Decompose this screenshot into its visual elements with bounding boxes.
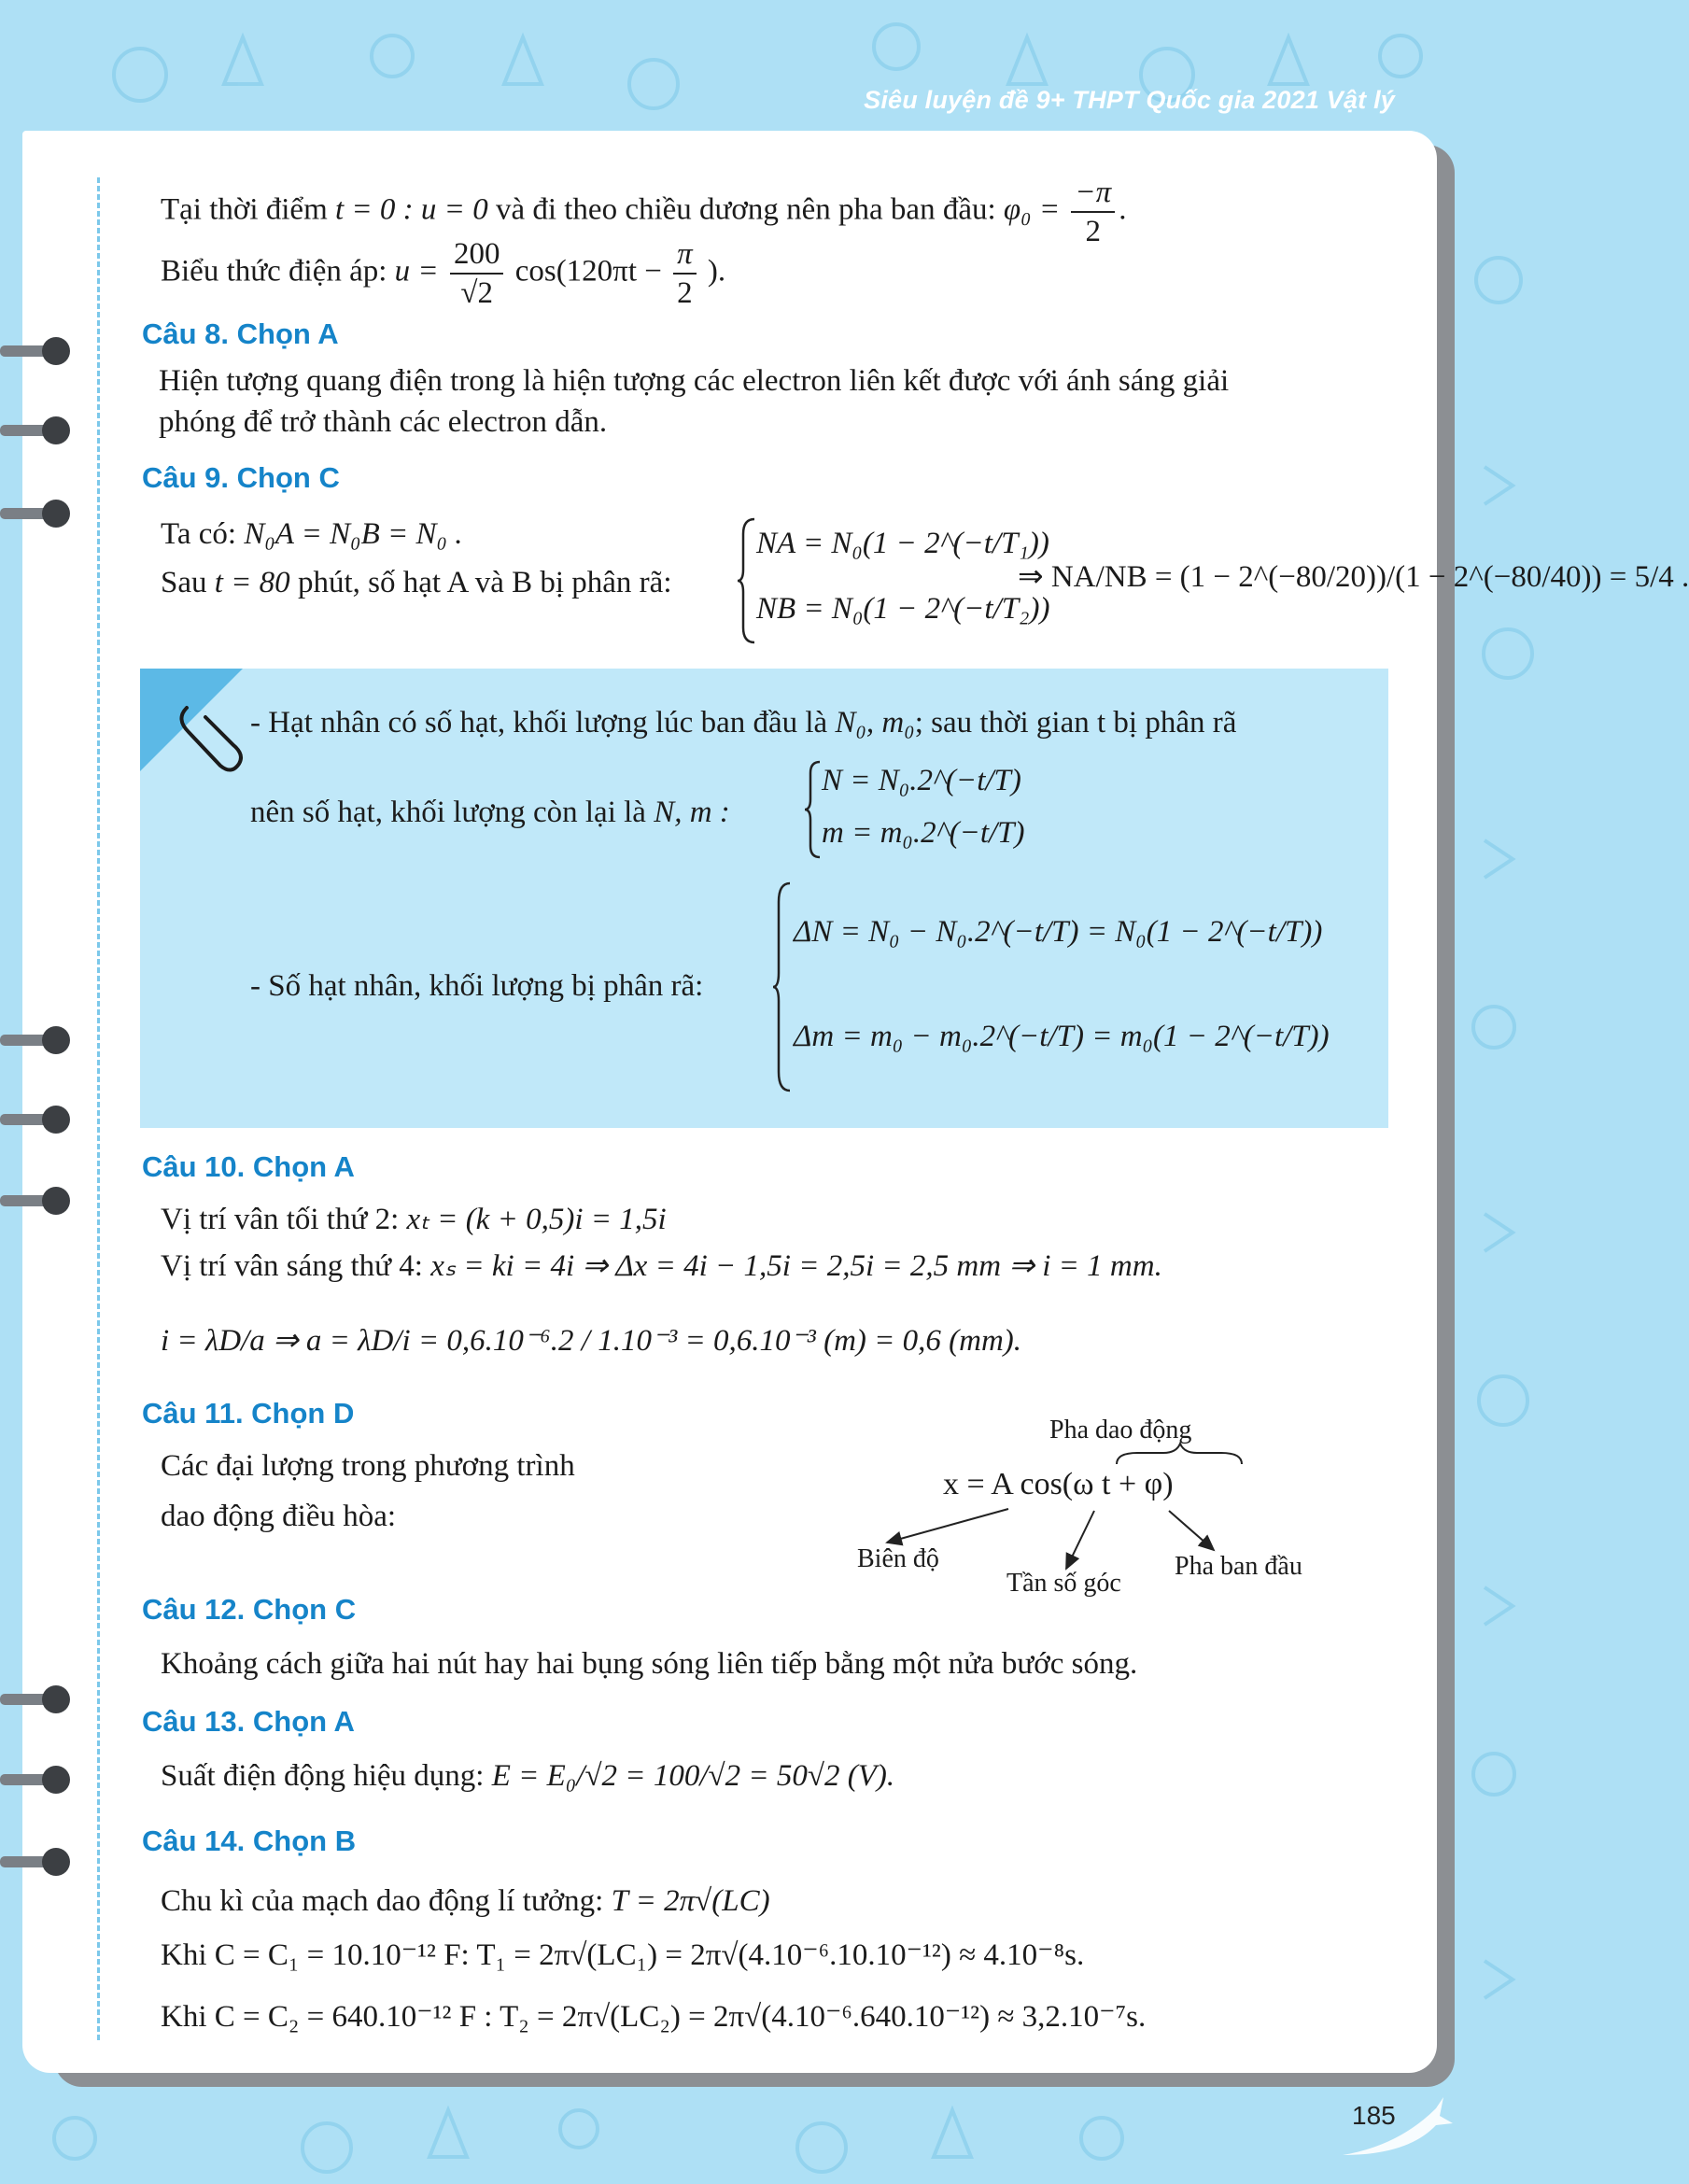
note-brace-2 bbox=[773, 880, 792, 1094]
phase-diagram bbox=[840, 1408, 1326, 1613]
q11-line2: dao động điều hòa: bbox=[161, 1500, 397, 1533]
q9-line2: Sau t = 80 phút, số hạt A và B bị phân rã: bbox=[161, 566, 672, 599]
q14-line1: Chu kì của mạch dao động lí tưởng: T = 2π√(LC) bbox=[161, 1884, 770, 1918]
q9-brace bbox=[738, 515, 756, 646]
page-number: 185 bbox=[1352, 2101, 1396, 2130]
q10-heading: Câu 10. Chọn A bbox=[142, 1150, 355, 1183]
note-line3: - Số hạt nhân, khối lượng bị phân rã: bbox=[250, 969, 704, 1003]
q11-heading: Câu 11. Chọn D bbox=[142, 1397, 355, 1430]
diagram-label-phase: Pha ban đầu bbox=[1175, 1552, 1302, 1581]
q8-line2: phóng để trở thành các electron dẫn. bbox=[159, 405, 608, 439]
q8-heading: Câu 8. Chọn A bbox=[142, 317, 339, 350]
q9-ratio: ⇒ NA/NB = (1 − 2^(−80/20))/(1 − 2^(−80/40)) = 5/4 . bbox=[1018, 560, 1689, 594]
note-sys-a: N = N₀.2^(−t/T) bbox=[822, 764, 1021, 797]
note-sys-d: Δm = m₀ − m₀.2^(−t/T) = m₀(1 − 2^(−t/T)) bbox=[794, 1020, 1330, 1053]
cos-fraction: $\frac{\pi}{2}$ bbox=[673, 235, 697, 312]
q11-line1: Các đại lượng trong phương trình bbox=[161, 1449, 575, 1483]
q9-sys2: NB = N₀(1 − 2^(−t/T₂)) bbox=[756, 592, 1050, 626]
diagram-label-omega: Tần số góc bbox=[1006, 1569, 1121, 1598]
diagram-equation: x = A cos(ω t + φ) bbox=[943, 1467, 1174, 1501]
block1-line2: Biểu thức điện áp: u = $\frac{200}{√2}$ cos(120πt − $\frac{\pi}{2}$ ). bbox=[161, 237, 726, 310]
q9-sys1: NA = N₀(1 − 2^(−t/T₁)) bbox=[756, 527, 1049, 560]
note-sys-c: ΔN = N₀ − N₀.2^(−t/T) = N₀(1 − 2^(−t/T)) bbox=[794, 915, 1323, 949]
q9-heading: Câu 9. Chọn C bbox=[142, 461, 340, 494]
note-line2: nên số hạt, khối lượng còn lại là N, m : bbox=[250, 796, 730, 829]
q14-line2: Khi C = C₁ = 10.10⁻¹² F: T₁ = 2π√(LC₁) = 2π√(4.10⁻⁶.10.10⁻¹²) ≈ 4.10⁻⁸s. bbox=[161, 1938, 1085, 1972]
diagram-top-label: Pha dao động bbox=[1049, 1416, 1192, 1444]
note-brace-1 bbox=[805, 758, 822, 861]
q13-heading: Câu 13. Chọn A bbox=[142, 1705, 355, 1738]
phi-fraction: $\frac{-\pi}{2}$ bbox=[1071, 174, 1115, 250]
note-line1: - Hạt nhân có số hạt, khối lượng lúc ban đầu là N₀, m₀; sau thời gian t bị phân rã bbox=[250, 706, 1237, 740]
q13-line1: Suất điện động hiệu dụng: E = E₀/√2 = 100/√2 = 50√2 (V). bbox=[161, 1759, 895, 1793]
q10-line2: Vị trí vân sáng thứ 4: xₛ = ki = 4i ⇒ Δx = 4i − 1,5i = 2,5i = 2,5 mm ⇒ i = 1 mm. bbox=[161, 1249, 1162, 1283]
q9-line1: Ta có: N₀A = N₀B = N₀ . bbox=[161, 517, 463, 551]
q10-line1: Vị trí vân tối thứ 2: xₜ = (k + 0,5)i = 1,5i bbox=[161, 1203, 667, 1236]
header-title: Siêu luyện đề 9+ THPT Quốc gia 2021 Vật lý bbox=[864, 86, 1395, 114]
paperclip-icon bbox=[177, 700, 243, 775]
diagram-label-amplitude: Biên độ bbox=[857, 1544, 939, 1573]
q8-line1: Hiện tượng quang điện trong là hiện tượng các electron liên kết được với ánh sáng giải bbox=[159, 364, 1230, 398]
note-sys-b: m = m₀.2^(−t/T) bbox=[822, 816, 1025, 850]
u-fraction: $\frac{200}{√2}$ bbox=[450, 235, 504, 312]
q12-heading: Câu 12. Chọn C bbox=[142, 1593, 357, 1626]
q14-heading: Câu 14. Chọn B bbox=[142, 1825, 357, 1857]
q12-line1: Khoảng cách giữa hai nút hay hai bụng sóng liên tiếp bằng một nửa bước sóng. bbox=[161, 1647, 1138, 1681]
q14-line3: Khi C = C₂ = 640.10⁻¹² F : T₂ = 2π√(LC₂) = 2π√(4.10⁻⁶.640.10⁻¹²) ≈ 3,2.10⁻⁷s. bbox=[161, 2000, 1147, 2034]
q10-line3: i = λD/a ⇒ a = λD/i = 0,6.10⁻⁶.2 / 1.10⁻³ = 0,6.10⁻³ (m) = 0,6 (mm). bbox=[161, 1324, 1022, 1358]
block1-line1: Tại thời điểm t = 0 : u = 0 và đi theo chiều dương nên pha ban đầu: φ₀ = $\frac{-\pi}{2}$ . bbox=[161, 176, 1127, 248]
